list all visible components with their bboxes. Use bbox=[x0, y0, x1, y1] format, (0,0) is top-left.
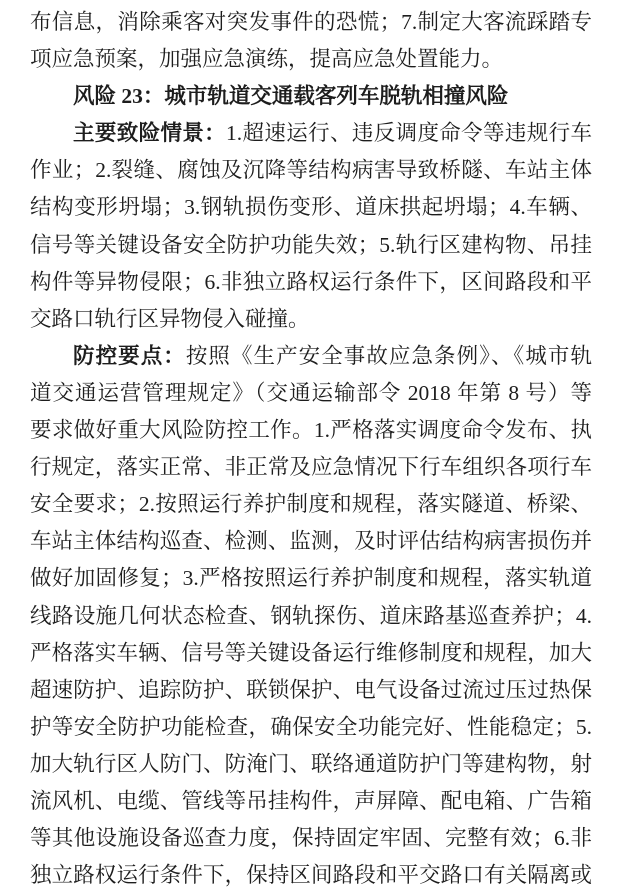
text-segment: 道交通运营管理规定》（交通运输部令 2018 年第 8 号）等 bbox=[30, 380, 592, 405]
text-line bbox=[30, 746, 592, 783]
text-line bbox=[30, 635, 592, 672]
bold-text-segment: 防控要点： bbox=[73, 343, 186, 368]
text-line bbox=[30, 264, 592, 301]
text-segment: 严格落实车辆、信号等关键设备运行维修制度和规程，加大 bbox=[30, 640, 592, 665]
text-segment: 线路设施几何状态检查、钢轨探伤、道床路基巡查养护；4. bbox=[30, 603, 592, 628]
text-line bbox=[30, 486, 592, 523]
text-block bbox=[30, 4, 592, 894]
text-segment: 信号等关键设备安全防护功能失效；5.轨行区建构物、吊挂 bbox=[30, 232, 592, 257]
text-segment: 独立路权运行条件下，保持区间路段和平交路口有关隔离或 bbox=[30, 863, 592, 888]
text-segment: 要求做好重大风险防控工作。1.严格落实调度命令发布、执 bbox=[30, 418, 592, 443]
text-line bbox=[30, 523, 592, 560]
text-line bbox=[30, 857, 592, 894]
text-line bbox=[30, 375, 592, 412]
text-segment: 作业；2.裂缝、腐蚀及沉降等结构病害导致桥隧、车站主体 bbox=[30, 158, 592, 183]
text-line bbox=[30, 4, 592, 41]
text-line bbox=[30, 560, 592, 597]
text-line bbox=[30, 227, 592, 264]
text-line bbox=[30, 301, 592, 338]
text-segment: 安全要求；2.按照运行养护制度和规程，落实隧道、桥梁、 bbox=[30, 492, 592, 517]
bold-text-segment: 风险 23：城市轨道交通载客列车脱轨相撞风险 bbox=[73, 84, 509, 109]
text-segment: 车站主体结构巡查、检测、监测，及时评估结构病害损伤并 bbox=[30, 529, 592, 554]
text-segment: 布信息，消除乘客对突发事件的恐慌；7.制定大客流踩踏专 bbox=[30, 10, 592, 34]
text-line bbox=[30, 41, 592, 78]
text-segment: 行规定，落实正常、非正常及应急情况下行车组织各项行车 bbox=[30, 455, 592, 480]
text-line bbox=[30, 449, 592, 486]
text-segment: 构件等异物侵限；6.非独立路权运行条件下，区间路段和平 bbox=[30, 269, 592, 294]
text-segment: 交路口轨行区异物侵入碰撞。 bbox=[30, 306, 310, 331]
text-segment: 项应急预案，加强应急演练，提高应急处置能力。 bbox=[30, 47, 504, 72]
text-line bbox=[30, 152, 592, 189]
text-segment: 超速防护、追踪防护、联锁保护、电气设备过流过压过热保 bbox=[30, 677, 592, 702]
bold-text-segment: 主要致险情景： bbox=[73, 121, 227, 146]
text-segment: 结构变形坍塌；3.钢轨损伤变形、道床拱起坍塌；4.车辆、 bbox=[30, 195, 592, 220]
text-line bbox=[30, 783, 592, 820]
text-segment: 按照《生产安全事故应急条例》、《城市轨 bbox=[185, 343, 592, 368]
text-line bbox=[30, 820, 592, 857]
text-line bbox=[30, 189, 592, 226]
text-segment: 1.超速运行、违反调度命令等违规行车 bbox=[226, 121, 592, 146]
text-segment: 护等安全防护功能检查，确保安全功能完好、性能稳定；5. bbox=[30, 714, 592, 739]
text-segment: 等其他设施设备巡查力度，保持固定牢固、完整有效；6.非 bbox=[30, 826, 592, 851]
text-line bbox=[30, 412, 592, 449]
text-segment: 加大轨行区人防门、防淹门、联络通道防护门等建构物，射 bbox=[30, 751, 592, 776]
text-line bbox=[30, 672, 592, 709]
text-segment: 做好加固修复；3.严格按照运行养护制度和规程，落实轨道 bbox=[30, 566, 592, 591]
text-line bbox=[30, 338, 592, 375]
text-line bbox=[30, 115, 592, 152]
text-line bbox=[30, 78, 592, 115]
text-line bbox=[30, 598, 592, 635]
text-line bbox=[30, 709, 592, 746]
text-segment: 流风机、电缆、管线等吊挂构件，声屏障、配电箱、广告箱 bbox=[30, 788, 592, 813]
